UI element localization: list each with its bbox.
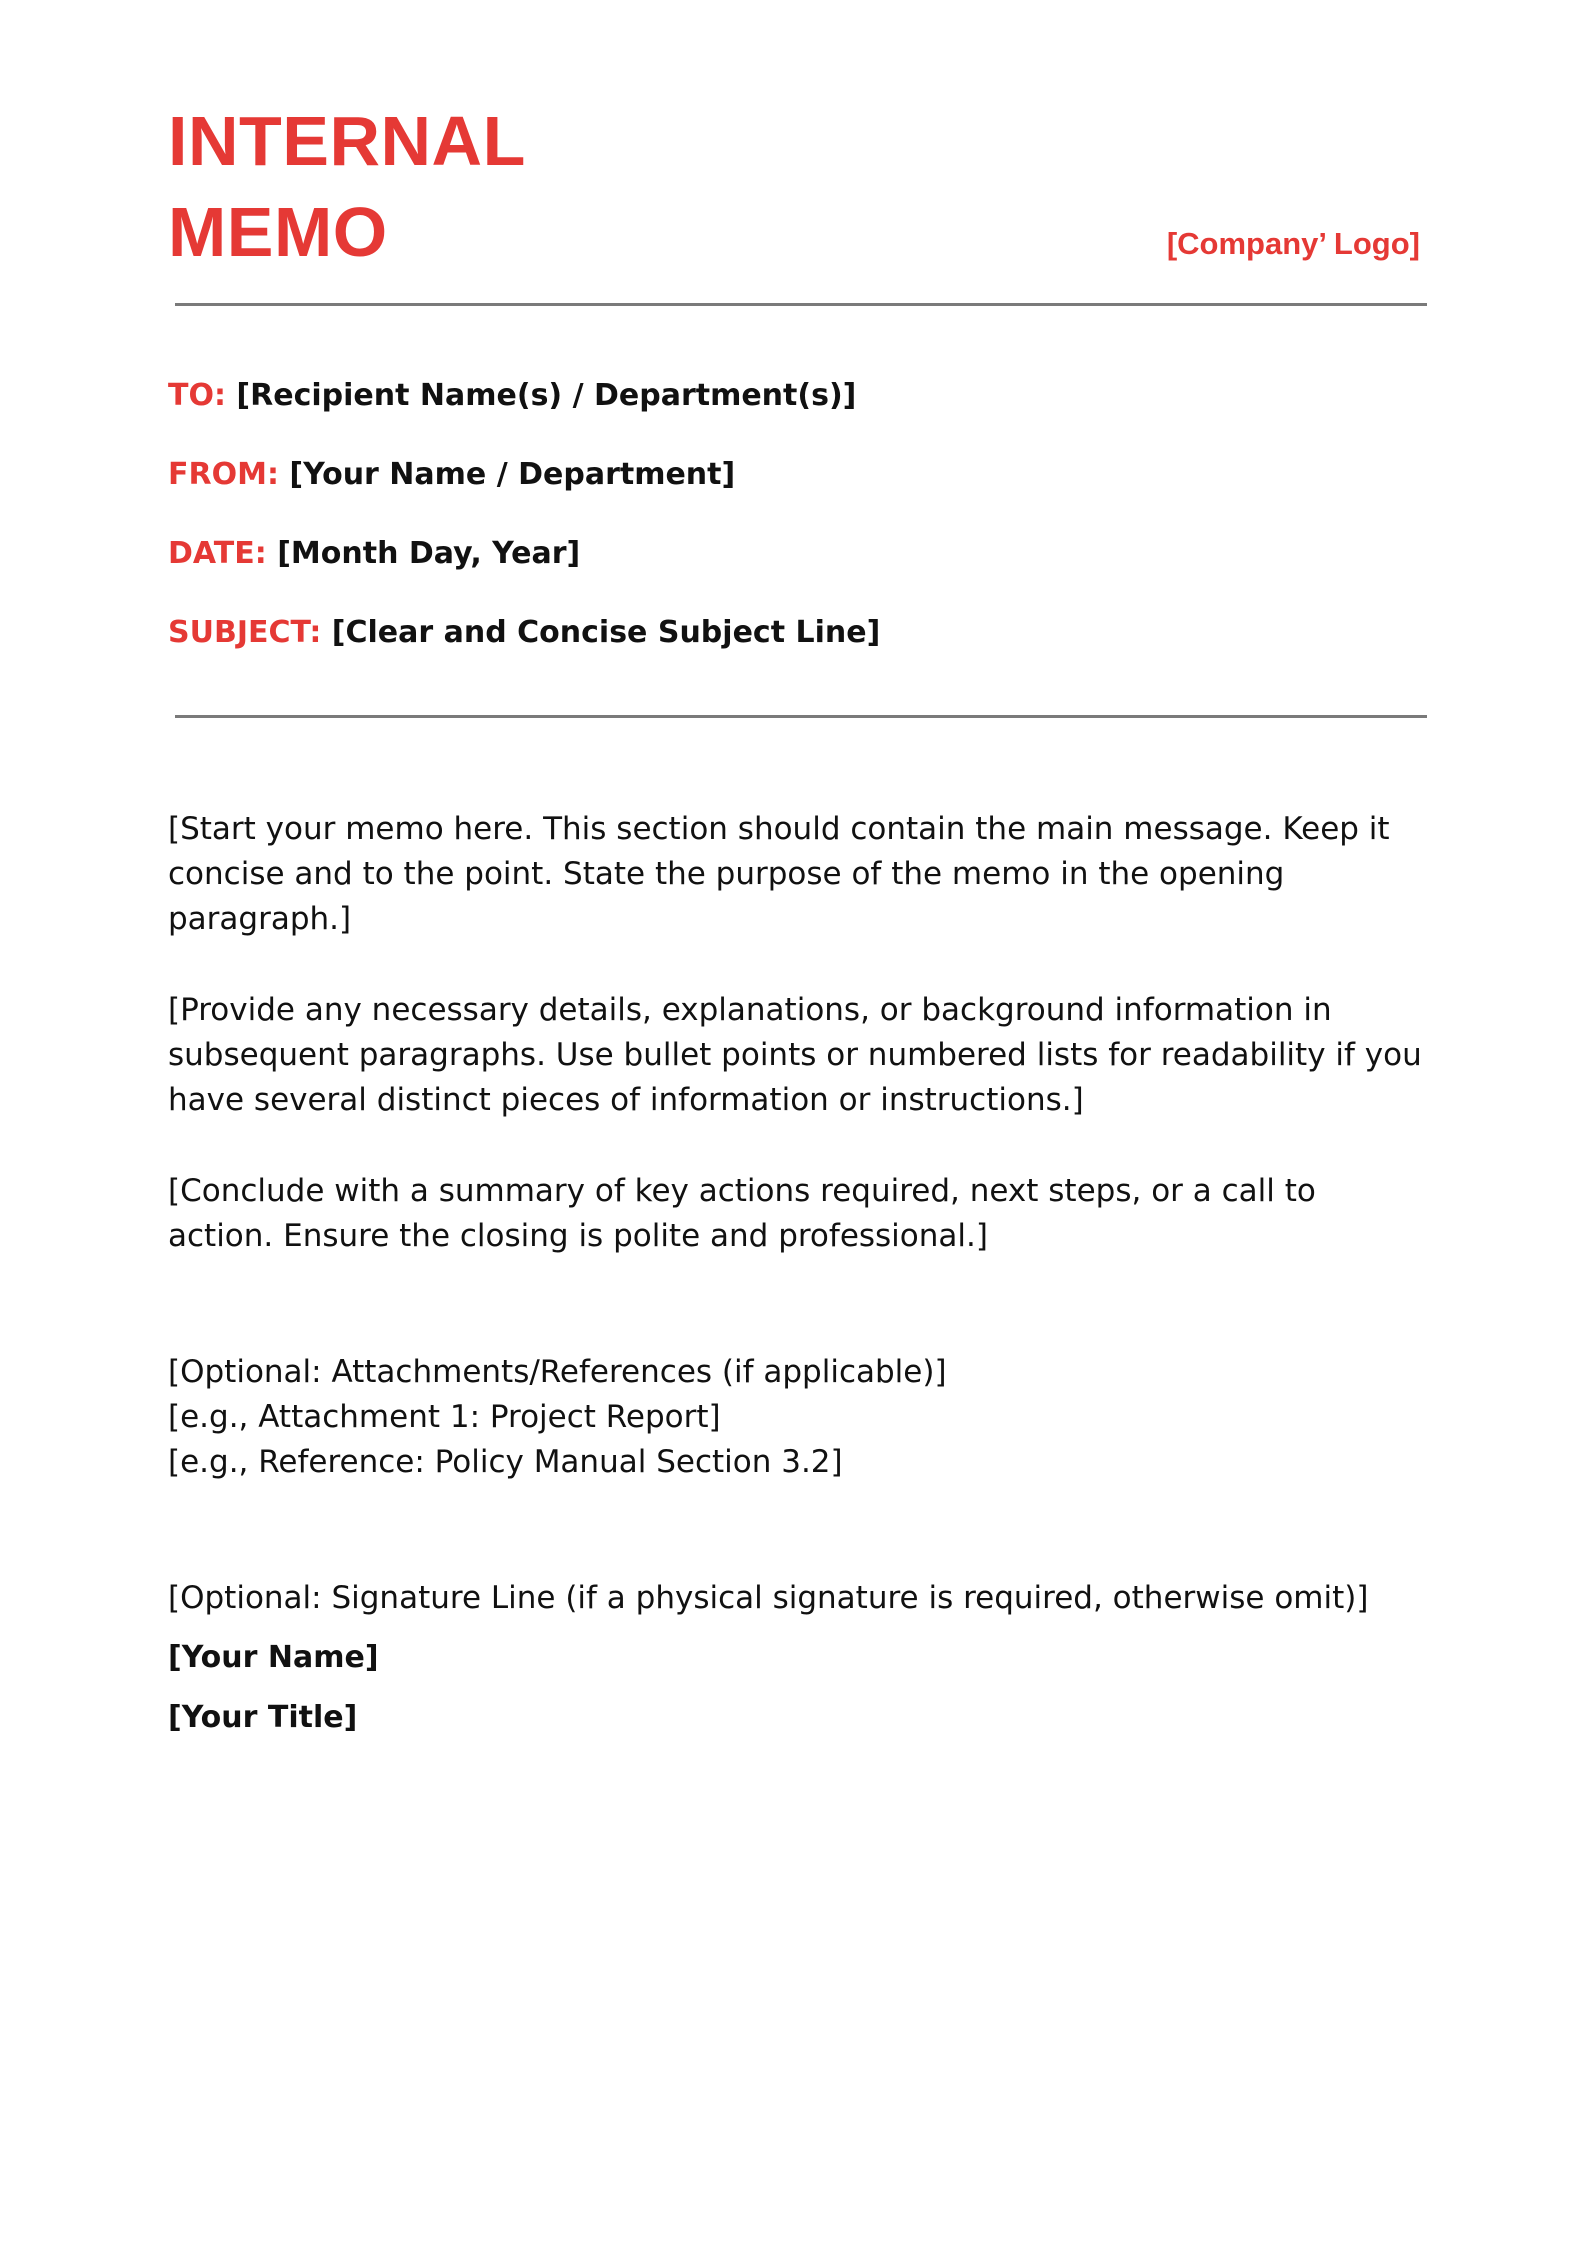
to-value: [Recipient Name(s) / Department(s)]: [236, 378, 857, 413]
date-value: [Month Day, Year]: [277, 536, 581, 571]
memo-title: [168, 96, 526, 278]
to-row: [168, 376, 856, 416]
body-paragraph-3: [Conclude with a summary of key actions required, next steps, or a call to action. Ensure the closing is polite and professional.]: [168, 1173, 1316, 1254]
body-paragraph-2: [Provide any necessary details, explanations, or background information in subsequent paragraphs. Use bullet points or numbered lists for readability if you have several distinct pieces of information or instructions.]: [168, 992, 1422, 1118]
header-divider: [175, 303, 1427, 306]
memo-title-line-2: MEMO: [168, 193, 388, 271]
body-paragraph-1: [Start your memo here. This section should contain the main message. Keep it concise and to the point. State the purpose of the memo in the opening paragraph.]: [168, 811, 1390, 937]
subject-label: SUBJECT:: [168, 615, 322, 650]
attachment-item: [e.g., Reference: Policy Manual Section 3.2]: [168, 1444, 843, 1480]
memo-title-line-1: INTERNAL: [168, 102, 526, 180]
to-label: TO:: [168, 378, 226, 413]
date-row: [168, 534, 580, 574]
subject-value: [Clear and Concise Subject Line]: [331, 615, 881, 650]
subject-row: [168, 613, 880, 653]
signature-title: [Your Title]: [168, 1700, 358, 1735]
meta-divider: [175, 715, 1427, 718]
company-logo-placeholder: [Company’ Logo]: [1166, 226, 1420, 261]
attachments-heading: [Optional: Attachments/References (if applicable)]: [168, 1354, 947, 1390]
date-label: DATE:: [168, 536, 267, 571]
signature-name: [Your Name]: [168, 1640, 379, 1675]
attachments-section: [168, 1350, 947, 1485]
attachment-item: [e.g., Attachment 1: Project Report]: [168, 1399, 721, 1435]
signature-line: [Optional: Signature Line (if a physical signature is required, otherwise omit)]: [168, 1580, 1369, 1616]
from-label: FROM:: [168, 457, 279, 492]
from-value: [Your Name / Department]: [289, 457, 736, 492]
from-row: [168, 455, 735, 495]
